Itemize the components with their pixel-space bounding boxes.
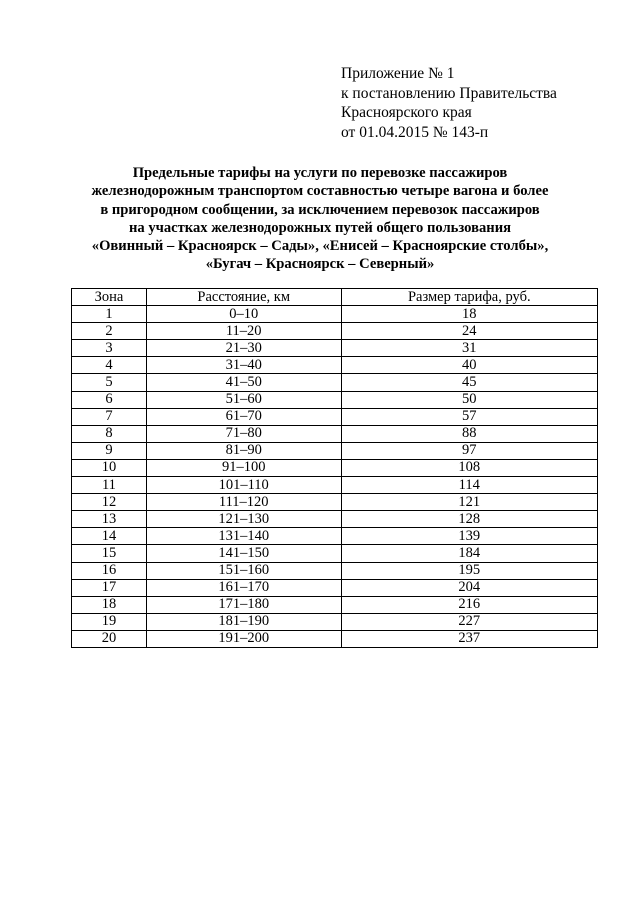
cell-distance: 131–140	[146, 528, 341, 545]
cell-tariff: 97	[341, 442, 597, 459]
cell-tariff: 114	[341, 477, 597, 494]
cell-zone: 3	[72, 340, 147, 357]
cell-tariff: 128	[341, 511, 597, 528]
title-line: железнодорожным транспортом составностью четыре вагона и более	[91, 183, 549, 200]
appendix-line: Красноярского края	[341, 104, 472, 121]
title-line: в пригородном сообщении, за исключением перевозок пассажиров	[100, 201, 540, 218]
cell-distance: 81–90	[146, 442, 341, 459]
cell-distance: 51–60	[146, 391, 341, 408]
table-row	[72, 442, 598, 459]
cell-zone: 20	[72, 630, 147, 647]
table-row	[72, 391, 598, 408]
cell-tariff: 31	[341, 340, 597, 357]
cell-distance: 71–80	[146, 425, 341, 442]
table-row	[72, 528, 598, 545]
appendix-line: Приложение № 1	[341, 65, 455, 82]
cell-zone: 12	[72, 494, 147, 511]
cell-distance: 171–180	[146, 596, 341, 613]
cell-zone: 17	[72, 579, 147, 596]
title-line: «Бугач – Красноярск – Северный»	[205, 256, 435, 273]
cell-tariff: 24	[341, 323, 597, 340]
cell-distance: 101–110	[146, 477, 341, 494]
header-distance: Расстояние, км	[146, 289, 341, 306]
title-line: Предельные тарифы на услуги по перевозке пассажиров	[132, 165, 508, 181]
table-row	[72, 613, 598, 630]
cell-distance: 191–200	[146, 630, 341, 647]
appendix-header	[341, 64, 631, 142]
table-header-row	[72, 289, 598, 306]
cell-tariff: 184	[341, 545, 597, 562]
cell-distance: 151–160	[146, 562, 341, 579]
table-row	[72, 357, 598, 374]
cell-distance: 161–170	[146, 579, 341, 596]
header-tariff: Размер тарифа, руб.	[341, 289, 597, 306]
tariff-table	[71, 288, 598, 648]
table-row	[72, 579, 598, 596]
cell-tariff: 18	[341, 306, 597, 323]
cell-tariff: 216	[341, 596, 597, 613]
cell-zone: 8	[72, 425, 147, 442]
table-row	[72, 374, 598, 391]
cell-zone: 10	[72, 459, 147, 476]
cell-tariff: 195	[341, 562, 597, 579]
cell-tariff: 50	[341, 391, 597, 408]
cell-distance: 121–130	[146, 511, 341, 528]
cell-tariff: 121	[341, 494, 597, 511]
cell-zone: 16	[72, 562, 147, 579]
cell-zone: 13	[72, 511, 147, 528]
table-row	[72, 630, 598, 647]
cell-zone: 6	[72, 391, 147, 408]
cell-distance: 31–40	[146, 357, 341, 374]
cell-tariff: 237	[341, 630, 597, 647]
table-row	[72, 459, 598, 476]
cell-zone: 4	[72, 357, 147, 374]
cell-tariff: 45	[341, 374, 597, 391]
cell-tariff: 139	[341, 528, 597, 545]
appendix-line: от 01.04.2015 № 143-п	[341, 123, 489, 141]
table-row	[72, 425, 598, 442]
cell-tariff: 204	[341, 579, 597, 596]
table-row	[72, 596, 598, 613]
cell-tariff: 88	[341, 425, 597, 442]
cell-zone: 14	[72, 528, 147, 545]
table-row	[72, 340, 598, 357]
cell-distance: 91–100	[146, 459, 341, 476]
cell-zone: 2	[72, 323, 147, 340]
table-row	[72, 494, 598, 511]
table-row	[72, 323, 598, 340]
cell-zone: 15	[72, 545, 147, 562]
cell-distance: 111–120	[146, 494, 341, 511]
document-title	[20, 164, 620, 274]
title-line: «Овинный – Красноярск – Сады», «Енисей – Красноярские столбы»,	[91, 238, 549, 255]
appendix-line: к постановлению Правительства	[341, 84, 557, 102]
cell-distance: 21–30	[146, 340, 341, 357]
cell-zone: 5	[72, 374, 147, 391]
cell-zone: 1	[72, 306, 147, 323]
table-row	[72, 562, 598, 579]
cell-zone: 18	[72, 596, 147, 613]
table-row	[72, 477, 598, 494]
cell-distance: 41–50	[146, 374, 341, 391]
table-row	[72, 408, 598, 425]
cell-tariff: 227	[341, 613, 597, 630]
cell-distance: 141–150	[146, 545, 341, 562]
cell-zone: 19	[72, 613, 147, 630]
cell-distance: 11–20	[146, 323, 341, 340]
cell-zone: 11	[72, 477, 147, 494]
cell-tariff: 40	[341, 357, 597, 374]
cell-tariff: 108	[341, 459, 597, 476]
cell-distance: 181–190	[146, 613, 341, 630]
table-row	[72, 545, 598, 562]
cell-tariff: 57	[341, 408, 597, 425]
cell-zone: 7	[72, 408, 147, 425]
table-row	[72, 306, 598, 323]
table-row	[72, 511, 598, 528]
header-zone: Зона	[72, 289, 147, 306]
cell-distance: 61–70	[146, 408, 341, 425]
title-line: на участках железнодорожных путей общего пользования	[128, 219, 512, 236]
cell-zone: 9	[72, 442, 147, 459]
cell-distance: 0–10	[146, 306, 341, 323]
